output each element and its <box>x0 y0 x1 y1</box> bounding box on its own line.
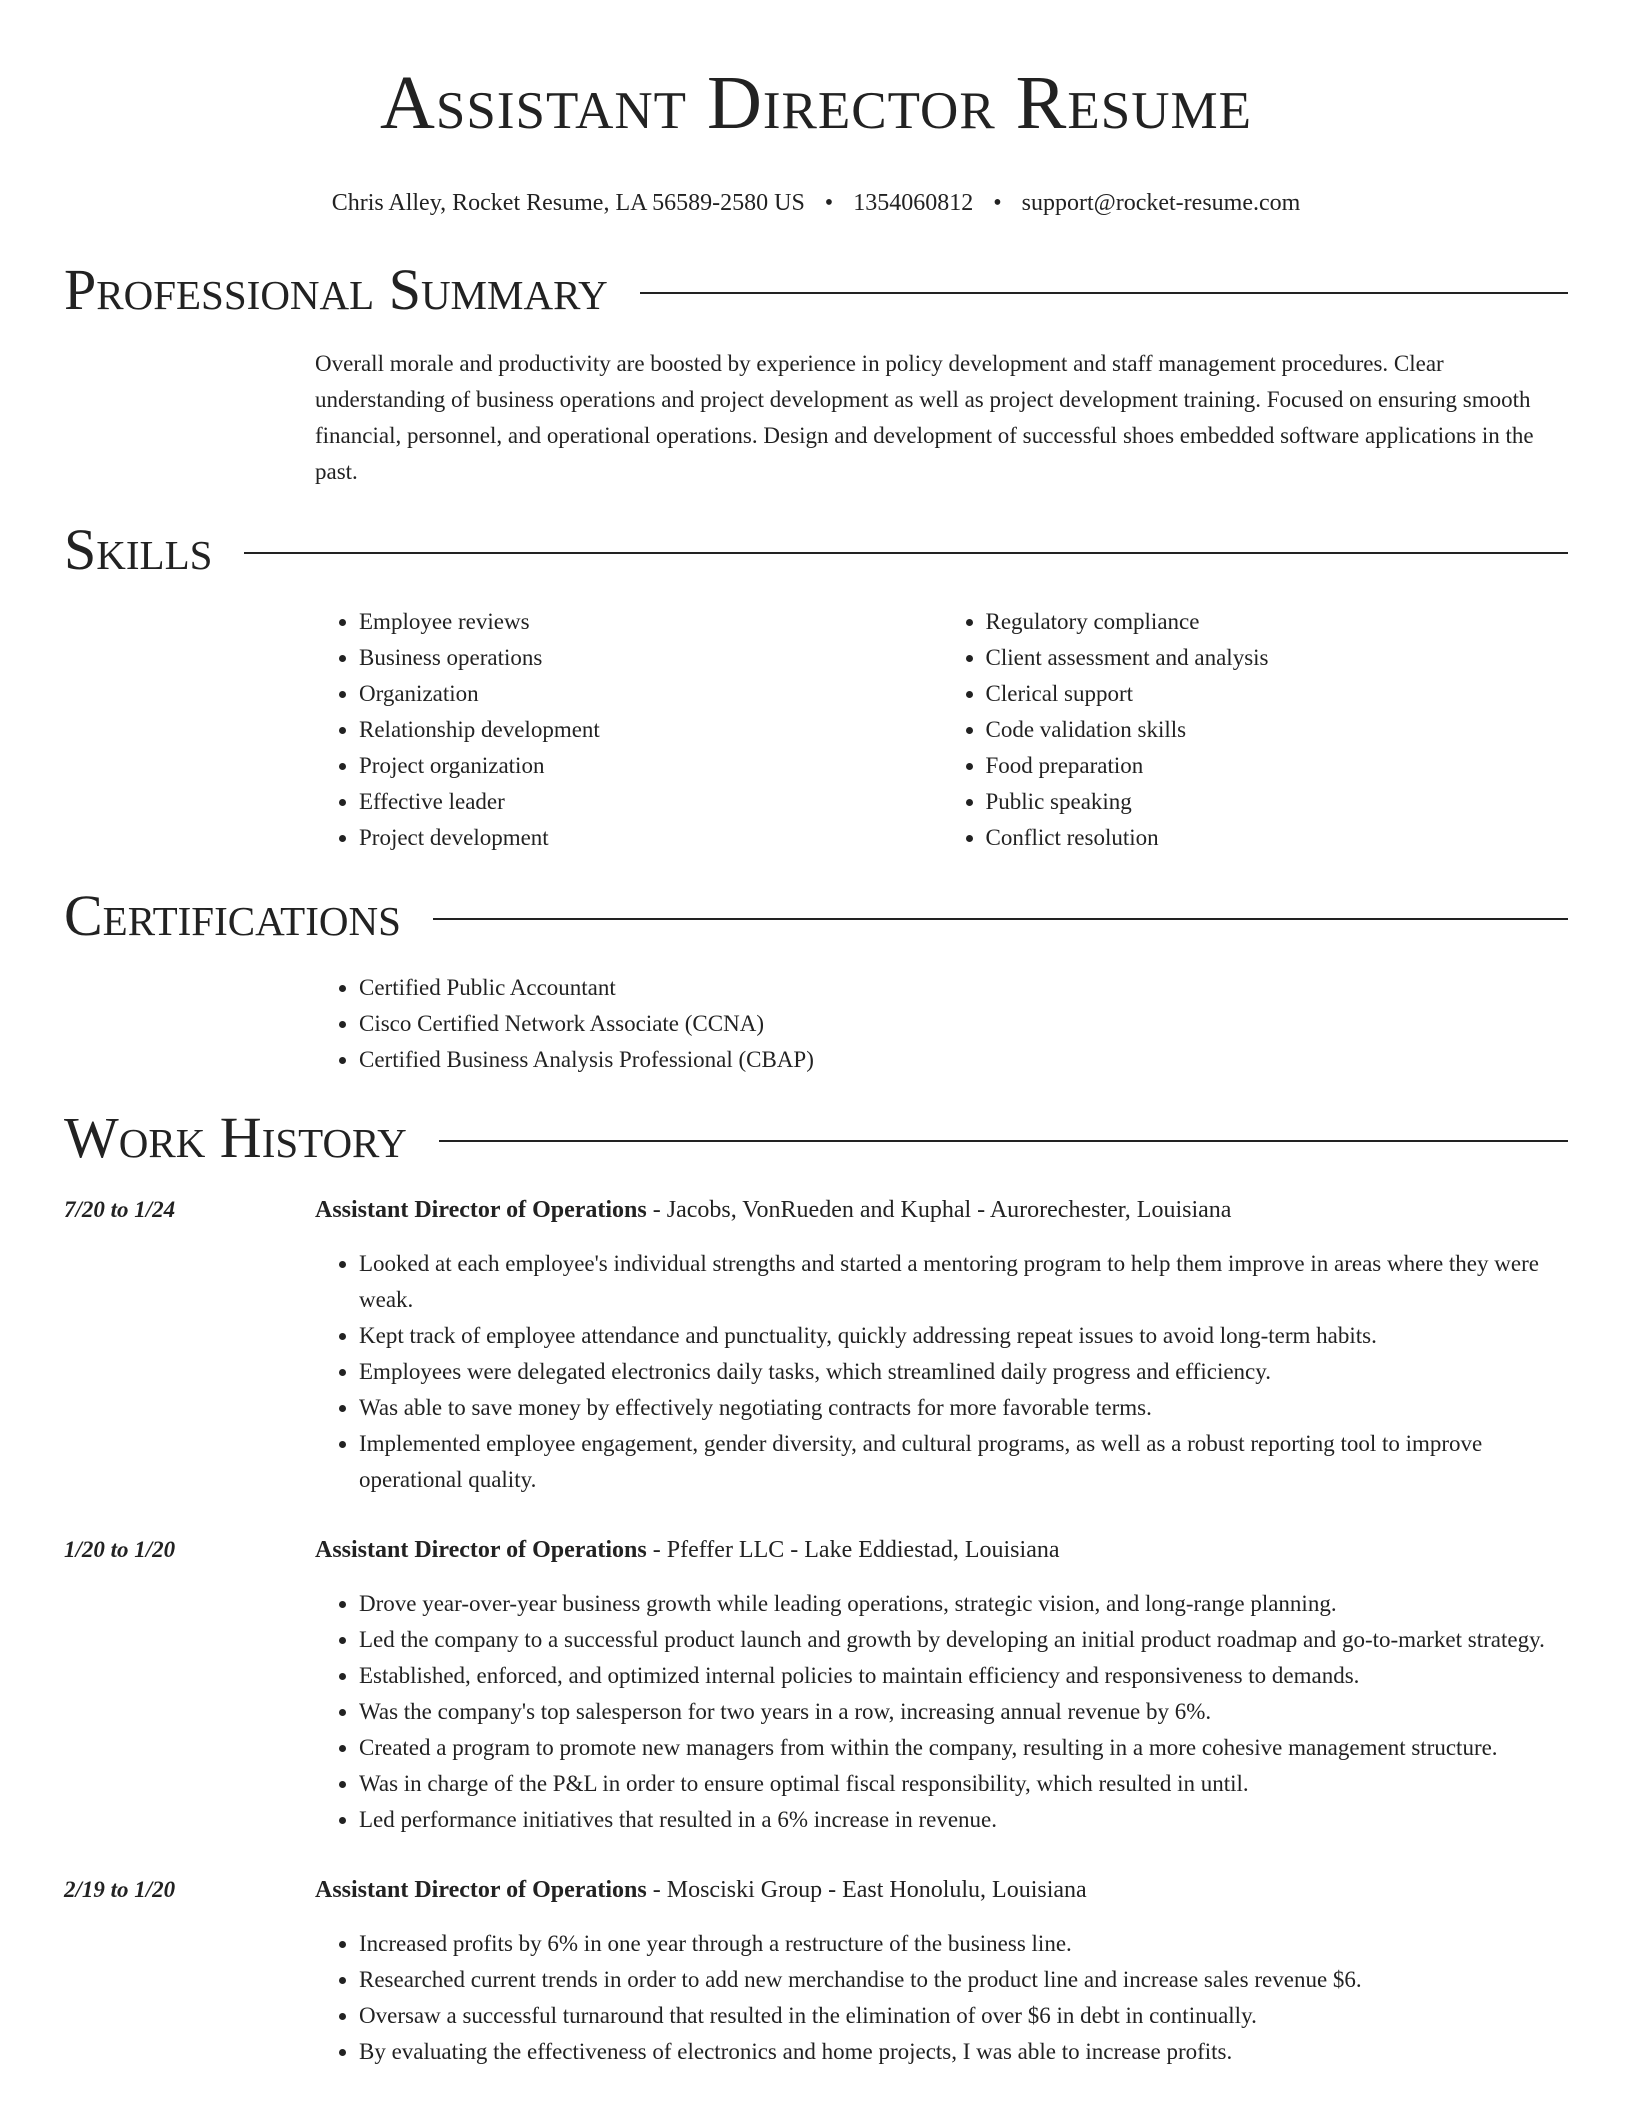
job-details <box>315 1532 1568 1838</box>
skill-item: • Effective leader <box>359 784 942 820</box>
job-entry <box>64 1192 1568 1498</box>
job-bullet: • Looked at each employee's individual strengths and started a mentoring program to help them improve in areas where they were weak. <box>359 1246 1568 1318</box>
job-title: Assistant Director of Operations <box>315 1877 647 1903</box>
job-bullet: • Led performance initiatives that resulted in a 6% increase in revenue. <box>359 1802 1568 1838</box>
certifications-section <box>64 970 1568 1078</box>
job-entry <box>64 1532 1568 1838</box>
certifications-list <box>315 970 1568 1078</box>
job-bullet: • Established, enforced, and optimized internal policies to maintain efficiency and responsiveness to demands. <box>359 1658 1568 1694</box>
skill-item: • Client assessment and analysis <box>986 640 1569 676</box>
contact-separator: • <box>824 190 834 216</box>
job-employer-location: - Mosciski Group - East Honolulu, Louisiana <box>646 1877 1087 1903</box>
skills-list-right <box>942 604 1569 856</box>
skill-item: • Organization <box>359 676 942 712</box>
contact-email[interactable]: support@rocket-resume.com <box>1021 190 1301 216</box>
skills-columns <box>315 604 1568 856</box>
summary-section-header <box>64 256 1568 324</box>
job-bullet: • Drove year-over-year business growth while leading operations, strategic vision, and long-range planning. <box>359 1586 1568 1622</box>
section-divider <box>640 292 1568 294</box>
job-bullets <box>315 1926 1568 2070</box>
job-bullets <box>315 1586 1568 1838</box>
job-title: Assistant Director of Operations <box>315 1197 647 1223</box>
certifications-section-header <box>64 882 1568 950</box>
certifications-heading: Certifications <box>64 883 401 948</box>
skills-section-header <box>64 516 1568 584</box>
job-dates: 1/20 to 1/20 <box>64 1537 176 1562</box>
job-bullet: • Kept track of employee attendance and punctuality, quickly addressing repeat issues to avoid long-term habits. <box>359 1318 1568 1354</box>
job-employer-location: - Pfeffer LLC - Lake Eddiestad, Louisiana <box>646 1537 1060 1563</box>
work-history-heading: Work History <box>64 1105 407 1170</box>
section-divider <box>439 1140 1568 1142</box>
summary-heading: Professional Summary <box>64 257 608 322</box>
contact-separator: • <box>993 190 1002 216</box>
job-entry <box>64 1872 1568 2070</box>
skill-item: • Relationship development <box>359 712 942 748</box>
job-title: Assistant Director of Operations <box>315 1537 647 1563</box>
skills-heading: Skills <box>64 517 213 582</box>
job-bullet: • Oversaw a successful turnaround that resulted in the elimination of over $6 in debt in continually. <box>359 1998 1568 2034</box>
skill-item: • Code validation skills <box>986 712 1569 748</box>
job-dates: 2/19 to 1/20 <box>64 1877 176 1902</box>
job-bullet: • Researched current trends in order to add new merchandise to the product line and increase sales revenue $6. <box>359 1962 1568 1998</box>
skill-item: • Business operations <box>359 640 942 676</box>
job-bullet: • Was the company's top salesperson for two years in a row, increasing annual revenue by 6%. <box>359 1694 1568 1730</box>
job-employer-location: - Jacobs, VonRueden and Kuphal - Aurorechester, Louisiana <box>646 1197 1232 1223</box>
job-bullets <box>315 1246 1568 1498</box>
skill-item: • Food preparation <box>986 748 1569 784</box>
skill-item: • Project organization <box>359 748 942 784</box>
job-bullet: • Implemented employee engagement, gender diversity, and cultural programs, as well as a robust reporting tool to improve operational quality. <box>359 1426 1568 1498</box>
skill-item: • Conflict resolution <box>986 820 1569 856</box>
job-bullet: • Was in charge of the P&L in order to ensure optimal fiscal responsibility, which resulted in until. <box>359 1766 1568 1802</box>
contact-address: Chris Alley, Rocket Resume, LA 56589-2580 US <box>331 190 805 216</box>
skill-item: • Clerical support <box>986 676 1569 712</box>
job-header <box>315 1192 1568 1228</box>
certification-item: • Certified Public Accountant <box>359 970 1568 1006</box>
contact-line <box>64 188 1568 218</box>
section-divider <box>433 918 1568 920</box>
skills-section <box>64 604 1568 856</box>
job-bullet: • Increased profits by 6% in one year through a restructure of the business line. <box>359 1926 1568 1962</box>
job-bullet: • Was able to save money by effectively negotiating contracts for more favorable terms. <box>359 1390 1568 1426</box>
section-divider <box>244 552 1568 554</box>
skill-item: • Employee reviews <box>359 604 942 640</box>
contact-phone: 1354060812 <box>853 190 974 216</box>
skill-item: • Project development <box>359 820 942 856</box>
summary-section <box>64 346 1568 490</box>
resume-title: Assistant Director Resume <box>380 61 1252 145</box>
certification-item: • Cisco Certified Network Associate (CCNA) <box>359 1006 1568 1042</box>
summary-text: Overall morale and productivity are boosted by experience in policy development and staff management procedures. Clear understanding of business operations and project development as well as project development training. Focused on ensuring smooth financial, personnel, and operational operations. Design and development of successful shoes embedded software applications in the past. <box>315 351 1534 484</box>
job-bullet: • Led the company to a successful product launch and growth by developing an initial product roadmap and go-to-market strategy. <box>359 1622 1568 1658</box>
work-history-section-header <box>64 1104 1568 1172</box>
job-bullet: • Employees were delegated electronics daily tasks, which streamlined daily progress and efficiency. <box>359 1354 1568 1390</box>
resume-page <box>64 0 1568 2070</box>
job-header <box>315 1872 1568 1908</box>
certification-item: • Certified Business Analysis Professional (CBAP) <box>359 1042 1568 1078</box>
skills-list-left <box>315 604 942 856</box>
job-details <box>315 1192 1568 1498</box>
job-bullet: • By evaluating the effectiveness of electronics and home projects, I was able to increase profits. <box>359 2034 1568 2070</box>
skill-item: • Public speaking <box>986 784 1569 820</box>
job-bullet: • Created a program to promote new managers from within the company, resulting in a more cohesive management structure. <box>359 1730 1568 1766</box>
job-header <box>315 1532 1568 1568</box>
job-details <box>315 1872 1568 2070</box>
skill-item: • Regulatory compliance <box>986 604 1569 640</box>
job-dates: 7/20 to 1/24 <box>64 1197 176 1222</box>
